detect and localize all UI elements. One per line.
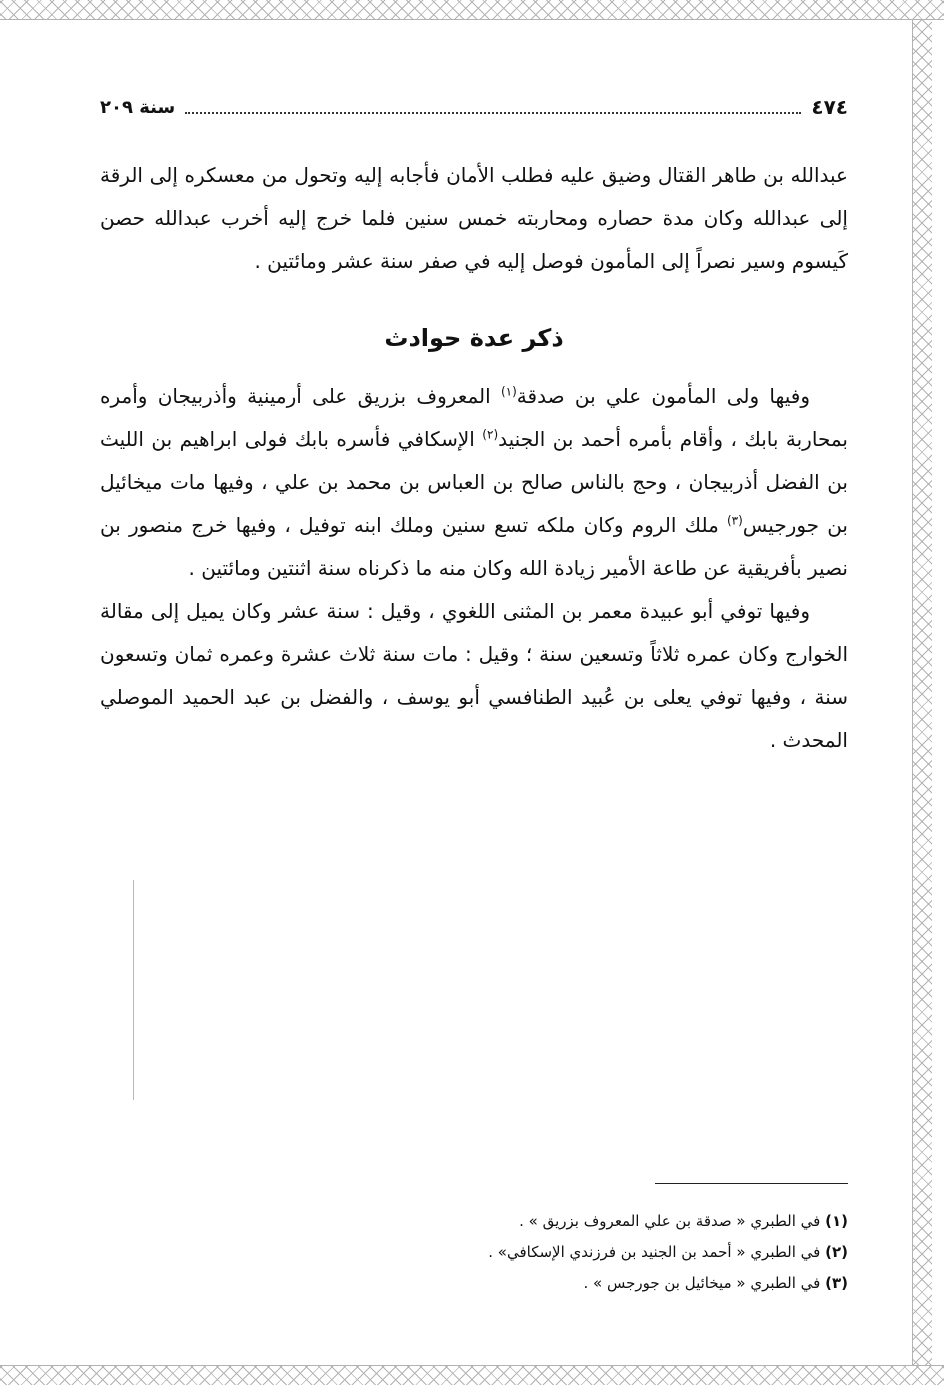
footnote-2: [300, 1237, 848, 1268]
footnotes: [300, 1206, 848, 1299]
footnote-separator: [655, 1183, 848, 1184]
body-paragraph-1-part-b: المعروف بزريق على أرمينية وأذربيجان وأمره بمحاربة بابك ، وأقام بأمره أحمد بن الجنيد: [100, 384, 848, 451]
body-paragraph-2: وفيها توفي أبو عبيدة معمر بن المثنى اللغوي ، وقيل : سنة عشر وكان يميل إلى مقالة الخوارج وكان عمره ثلاثاً وتسعين سنة ؛ وقيل : مات سنة ثلاث عشرة وعمره ثمان وتسعون سنة ، وفيها توفي يعلى بن عُبيد الطنافسي أبو يوسف ، والفضل بن عبد الحميد الموصلي المحدث .: [100, 599, 848, 752]
intro-paragraph-block: [100, 154, 848, 283]
footnote-text: في الطبري « ميخائيل بن جورجس » .: [583, 1274, 826, 1292]
page-number: ٤٧٤: [811, 95, 848, 119]
body-text-block: [100, 375, 848, 762]
footnote-number: (١): [825, 1212, 848, 1230]
bottom-ornamental-border: [0, 1365, 944, 1385]
header-dotted-leader: [185, 112, 801, 114]
footnote-ref-1: (١): [500, 384, 517, 399]
year-label: سنة ٢٠٩: [100, 96, 176, 118]
footnote-number: (٣): [825, 1274, 848, 1292]
footnote-ref-3: (٣): [726, 513, 743, 528]
section-heading: ذكر عدة حوادث: [384, 324, 564, 352]
body-paragraph-1-part-d: ملك الروم وكان ملكه تسع سنين وملك ابنه توفيل ، وفيها خرج منصور بن نصير بأفريقية عن طاعة الأمير زيادة الله وكان منه ما ذكرناه سنة اثنتين ومائتين .: [100, 513, 848, 580]
footnote-text: في الطبري « صدقة بن علي المعروف بزريق » .: [519, 1212, 826, 1230]
body-paragraph-1-part-a: وفيها ولى المأمون علي بن صدقة: [516, 384, 810, 408]
body-paragraph-1-part-c: الإسكافي فأسره بابك فولى ابراهيم بن الليث بن الفضل أذربيجان ، وحج بالناس صالح بن العباس بن محمد بن علي ، وفيها مات ميخائيل بن جورجيس: [100, 427, 848, 537]
intro-paragraph: عبدالله بن طاهر القتال وضيق عليه فطلب الأمان فأجابه إليه وتحول من معسكره إلى الرقة إلى عبدالله وكان مدة حصاره ومحاربته خمس سنين فلما خرج إليه أخرب عبدالله حصن كَيسوم وسير نصراً إلى المأمون فوصل إليه في صفر سنة عشر ومائتين .: [100, 163, 848, 273]
running-header: [100, 92, 848, 122]
footnote-text: في الطبري « أحمد بن الجنيد بن فرزندي الإسكافي» .: [488, 1243, 826, 1261]
top-ornamental-border: [0, 0, 944, 20]
footnote-ref-2: (٢): [482, 427, 499, 442]
footnote-3: [300, 1268, 848, 1299]
right-ornamental-border: [912, 20, 932, 1365]
footnote-1: [300, 1206, 848, 1237]
gutter-mark: [133, 880, 134, 1100]
footnote-number: (٢): [825, 1243, 848, 1261]
body-paragraph-1: [100, 375, 848, 590]
